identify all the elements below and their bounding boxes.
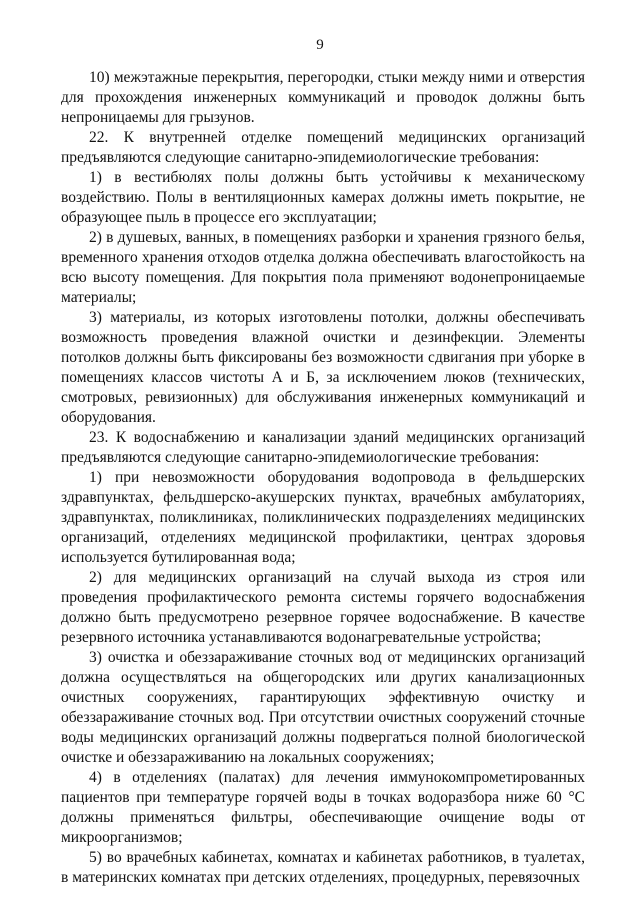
paragraph-item-1-bottled-water: 1) при невозможности оборудования водопровода в фельдшерских здравпунктах, фельдшерско-акушерских пунктах, врачебных амбулаториях, здравпунктах, поликлиниках, поликлинических подразделениях медицинских организаций, отделениях медицинской профилактики, центрах здоровья используется бутилированная вода; bbox=[61, 469, 585, 566]
paragraph-item-1-vestibule-floors: 1) в вестибюлях полы должны быть устойчивы к механическому воздействию. Полы в вентиляционных камерах должны иметь покрытие, не образующее пыль в процессе его эксплуатации; bbox=[61, 169, 585, 226]
page-number: 9 bbox=[316, 37, 324, 53]
paragraph-item-3-ceilings: 3) материалы, из которых изготовлены потолки, должны обеспечивать возможность проведения влажной очистки и дезинфекции. Элементы потолков должны быть фиксированы без возможности сдвигания при уборке в помещениях классов чистоты А и Б, за исключением люков (технических, смотровых, ревизионных) для обслуживания инженерных коммуникаций и оборудования. bbox=[61, 309, 585, 426]
paragraph-item-2-reserve-hot-water: 2) для медицинских организаций на случай выхода из строя или проведения профилактического ремонта системы горячего водоснабжения должно быть предусмотрено резервное горячее водоснабжение. В качестве резервного источника устанавливаются водонагревательные устройства; bbox=[61, 569, 585, 646]
document-body bbox=[61, 68, 585, 888]
paragraph-item-5-cabinets: 5) во врачебных кабинетах, комнатах и кабинетах работников, в туалетах, в материнских комнатах при детских отделениях, процедурных, перевязочных bbox=[61, 849, 585, 886]
paragraph-section-22-heading: 22. К внутренней отделке помещений медицинских организаций предъявляются следующие санитарно-эпидемиологические требования: bbox=[61, 129, 585, 166]
paragraph-item-3-wastewater: 3) очистка и обеззараживание сточных вод от медицинских организаций должна осуществляться на общегородских или других канализационных очистных сооружениях, гарантирующих эффективную очистку и обеззараживание сточных вод. При отсутствии очистных сооружений сточные воды медицинских организаций должны подвергаться полной биологической очистке и обеззараживанию на локальных сооружениях; bbox=[61, 649, 585, 766]
paragraph-item-2-wet-rooms: 2) в душевых, ванных, в помещениях разборки и хранения грязного белья, временного хранения отходов отделка должна обеспечивать влагостойкость на всю высоту помещения. Для покрытия пола применяют водонепроницаемые материалы; bbox=[61, 229, 585, 306]
paragraph-item-10-partitions: 10) межэтажные перекрытия, перегородки, стыки между ними и отверстия для прохождения инженерных коммуникаций и проводок должны быть непроницаемы для грызунов. bbox=[61, 69, 585, 126]
paragraph-section-23-heading: 23. К водоснабжению и канализации зданий медицинских организаций предъявляются следующие санитарно-эпидемиологические требования: bbox=[61, 429, 585, 466]
paragraph-item-4-filters: 4) в отделениях (палатах) для лечения иммунокомпрометированных пациентов при температуре горячей воды в точках водоразбора ниже 60 °С должны применяться фильтры, обеспечивающие очищение воды от микроорганизмов; bbox=[61, 769, 585, 846]
